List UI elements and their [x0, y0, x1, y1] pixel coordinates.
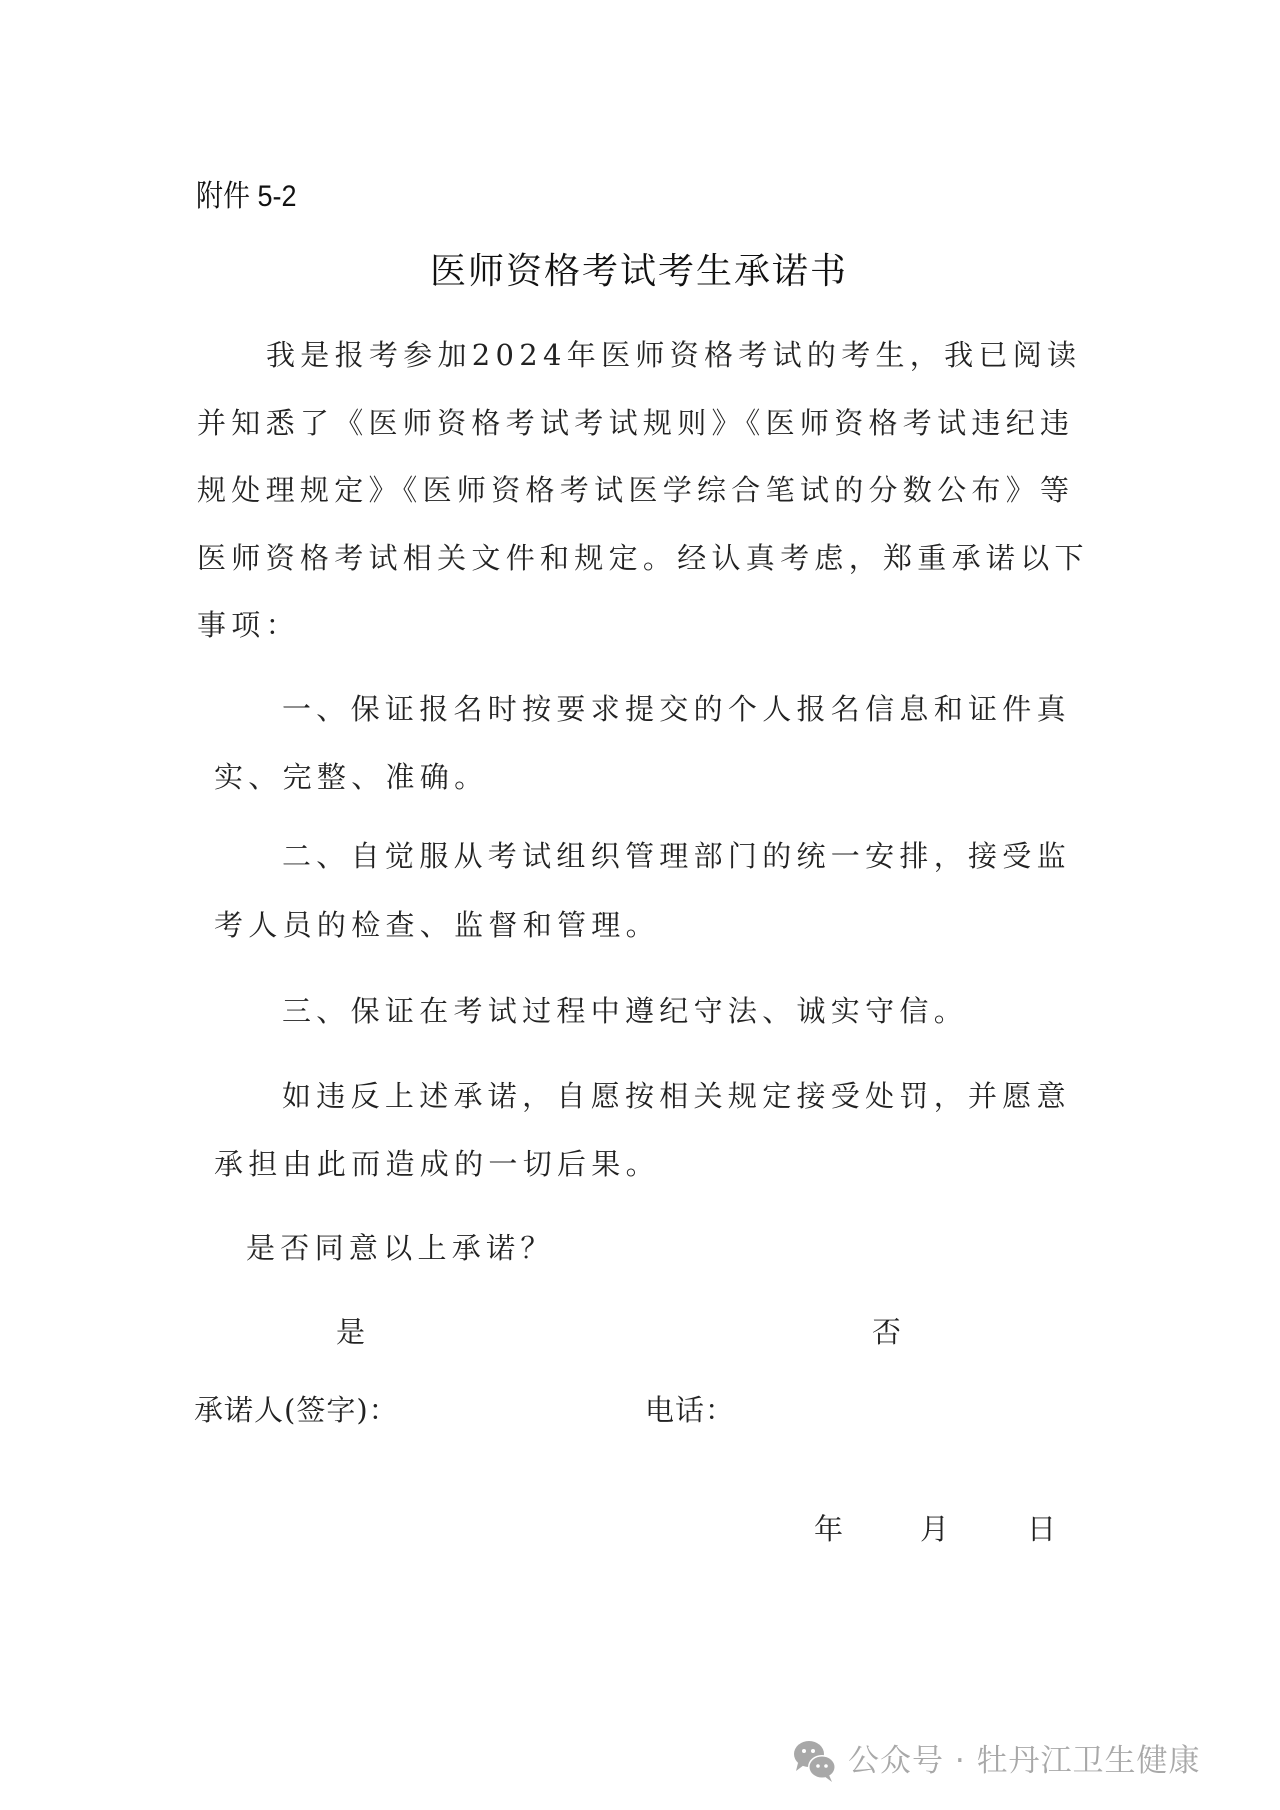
- agree-yes-option[interactable]: 是: [336, 1315, 371, 1349]
- agree-no-option[interactable]: 否: [872, 1315, 907, 1349]
- date-day-label: 日: [1027, 1512, 1062, 1546]
- phone-label: 电话：: [645, 1393, 736, 1427]
- page-title: 医师资格考试考生承诺书: [430, 251, 849, 292]
- signer-label: 承诺人(签字)：: [194, 1393, 399, 1427]
- intro-line: 并知悉了《医师资格考试考试规则》《医师资格考试违纪违: [197, 406, 1075, 440]
- date-month-label: 月: [920, 1512, 955, 1546]
- agreement-question: 是否同意以上承诺？: [246, 1231, 555, 1265]
- date-year-label: 年: [814, 1512, 849, 1546]
- commitment-line: 实、完整、准确。: [214, 760, 489, 794]
- wechat-icon: [792, 1738, 838, 1784]
- commitment-line: 一、保证报名时按要求提交的个人报名信息和证件真: [282, 692, 1071, 726]
- intro-line: 医师资格考试相关文件和规定。经认真考虑，郑重承诺以下: [197, 541, 1089, 575]
- commitment-line: 考人员的检查、监督和管理。: [214, 908, 660, 942]
- commitment-line: 三、保证在考试过程中遵纪守法、诚实守信。: [282, 994, 969, 1028]
- attachment-label: 附件 5-2: [196, 180, 297, 213]
- watermark: [792, 1738, 1201, 1784]
- commitment-line: 二、自觉服从考试组织管理部门的统一安排，接受监: [282, 839, 1071, 873]
- intro-line: 规处理规定》《医师资格考试医学综合笔试的分数公布》等: [197, 473, 1075, 507]
- watermark-text: 公众号 · 牡丹江卫生健康: [848, 1742, 1201, 1779]
- violation-line: 承担由此而造成的一切后果。: [214, 1147, 660, 1181]
- intro-line: 事项：: [197, 608, 300, 642]
- violation-line: 如违反上述承诺，自愿按相关规定接受处罚，并愿意: [282, 1079, 1071, 1113]
- intro-line: 我是报考参加2024年医师资格考试的考生，我已阅读: [266, 338, 1082, 372]
